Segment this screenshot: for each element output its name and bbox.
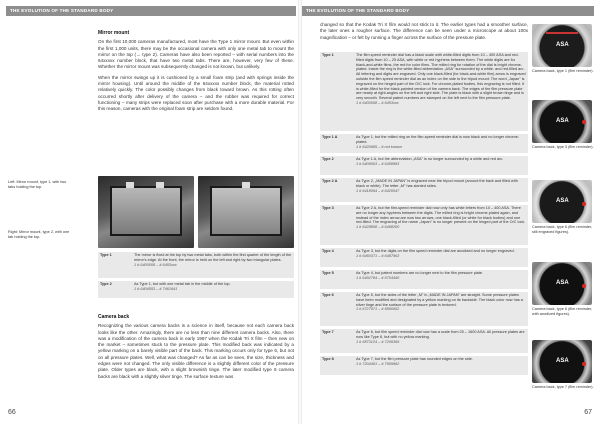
page-number-left: 66 bbox=[8, 409, 16, 416]
caption-back-type-1: Camera back, type 1 (film reminder). bbox=[532, 69, 594, 73]
dial-asa-label: ASA bbox=[556, 42, 569, 48]
type-text: As Type 6, but film speed reminder dial now has a scale from 25 – 1600 ASA. All pressure plates are now like Type 6, but with no yellow marking. bbox=[356, 330, 525, 339]
left-page bbox=[0, 0, 298, 424]
type-label: Type 6 bbox=[322, 293, 334, 297]
dial-photo-type-6-anodized bbox=[532, 262, 592, 305]
caption-back-type-6-anodized: Camera back, type 6 (film reminder, with anodized figures). bbox=[532, 307, 593, 316]
table-row bbox=[320, 178, 528, 202]
dial-photo-type-3 bbox=[532, 100, 592, 143]
mirror-photo-type-1 bbox=[98, 176, 194, 248]
table-row bbox=[320, 205, 528, 245]
right-page bbox=[302, 0, 600, 424]
table-row bbox=[320, 156, 528, 175]
caption-mirror-type-2: Right: Mirror mount, type 2, with one tab holding the top. bbox=[8, 230, 70, 239]
type-serials: 1 # 6418094 – # 6420047 bbox=[356, 188, 400, 193]
dial-red-index-icon bbox=[582, 362, 586, 366]
table-row bbox=[320, 248, 528, 267]
type-label: Type 1 A bbox=[322, 135, 338, 139]
dial-asa-label: ASA bbox=[556, 358, 569, 364]
type-serials: 1 # 6400008 – # 6453xxx bbox=[356, 100, 399, 105]
table-row bbox=[98, 281, 294, 298]
table-row bbox=[320, 356, 528, 375]
type-serials: 1 # 6873124 – # 7206369 bbox=[356, 339, 400, 344]
dial-red-index-icon bbox=[582, 202, 586, 206]
type-label: Type 4 bbox=[322, 249, 334, 253]
type-text: As Type 4, but patent numbers are no longer next to the film pressure plate. bbox=[356, 271, 483, 275]
type-text: As Type 3, but the digits on the film speed reminder dial are anodized and no longer engraved. bbox=[356, 249, 515, 253]
type-label: Type 5 bbox=[322, 271, 334, 275]
camera-back-paragraph: Recognizing the various camera backs is a science in itself, because not each camera back looks like the other. Amazingly, there are no less than nine different camera backs. Also, there was a modification of the camera back in early 1967 when the Kodak Tri X film – then new on the market – sometimes stuck to the pressure plate. This modified back was indicated by a yellow marking on a barely visible part of the back. This marking occurs only for type 6, but not on all pressure plates. Well, what was changed? As far as can be seen, the size, thickness and edges were not changed. The only visible difference is a slightly different color of the pressure plate. Older types are black, with a slight brownish tinge. The later modified type 6 camera backs are black with a slightly silver tinge. The surface texture was bbox=[98, 323, 294, 379]
type-serials: 1 # 6400008 – # 6453xxx bbox=[134, 262, 177, 267]
table-row bbox=[320, 134, 528, 153]
dial-asa-label: ASA bbox=[556, 198, 569, 204]
dial-asa-label: ASA bbox=[556, 118, 569, 124]
page-number-right: 67 bbox=[584, 409, 592, 416]
camera-back-heading: Camera back bbox=[98, 314, 130, 320]
type-text: As Type 1 A, but the abbreviation „ASA" is no longer surrounded by a white and red arc. bbox=[356, 157, 504, 161]
camera-back-section bbox=[98, 314, 294, 380]
table-row bbox=[320, 292, 528, 326]
mirror-photo-type-2 bbox=[198, 176, 294, 248]
type-label: Type 1 bbox=[322, 53, 334, 57]
type-label: Type 7 bbox=[322, 330, 334, 334]
mirror-paragraph-2: When the mirror swings up it is cushioned by a small foam strip (and with springs inside the mirror housing). Until around the middle of the 64xxxxx number block, the material rotted relatively quickly. The color possibly changes from black toward brown. As this rotting often occurred shortly after delivery of the camera – and the rubber was required for correct functioning – many strips were replaced soon after purchase with a more durable material. For this reason, cameras with the original foam strip are seldom found. bbox=[98, 74, 294, 112]
type-text: As Type 7, but the film pressure plate has rounded edges on the side. bbox=[356, 357, 473, 361]
type-serials: 1 # 6460371 – # 6487963 bbox=[356, 253, 400, 258]
type-serials: 1 # 6404553 – # 7461641 bbox=[134, 286, 178, 291]
caption-back-type-3: Camera back, type 3 (film reminder). bbox=[532, 145, 594, 149]
type-serials: 1 # 6409063 – # 6458993 bbox=[356, 161, 400, 166]
type-serials: 1 # 7204461 – # 7959962 bbox=[356, 361, 400, 366]
type-label: Type 1 bbox=[100, 253, 112, 257]
type-label: Type 2 bbox=[322, 157, 334, 161]
type-label: Type 2 bbox=[100, 282, 112, 286]
type-serials: 1 # 6428808 – # 6468200 bbox=[356, 225, 400, 230]
table-row bbox=[320, 270, 528, 289]
mirror-section bbox=[98, 30, 294, 113]
type-text: As Type 1, but with one metal tab in the middle of the top. bbox=[134, 282, 231, 286]
dial-photo-type-6-engraved bbox=[532, 180, 592, 223]
dial-photo-type-1 bbox=[532, 24, 592, 67]
type-label: Type 2 A bbox=[322, 179, 338, 183]
table-row bbox=[320, 329, 528, 353]
dial-red-index-icon bbox=[582, 120, 586, 124]
type-label: Type 8 bbox=[322, 357, 334, 361]
type-text: As Type 2 A, but the film-speed reminder dial now only has white letters from 10 – 400 ASA. There are no longer any hyphens between the digits. The milled ring is bright chrome-plated again, and instead of the index arrow are now two arrows, one black-filled (or white for black bodies) and one red-filled. The engraving of the name „Japan" is no longer present on the hinged part of the O/C lock. bbox=[356, 206, 526, 225]
dial-red-index-icon bbox=[582, 284, 586, 288]
type-label: Type 3 bbox=[322, 206, 334, 210]
type-text: As Type 1, but the milled ring on the film-speed reminder dial is now black and no longer chrome-plated. bbox=[356, 135, 520, 144]
mirror-paragraph-1: On the first 10,000 cameras manufactured, most have the Type 1 mirror mount. But even within the first 1,000 units, there may be the occasional camera with only one metal tab to mount the mirror on the top (→ type 2). Cameras have also been reported – with serial numbers into the 64xxxxx number block, that have two metal tabs. There are, however, very few of these. Whether the mirror mount was subsequently changed is not known, but unlikely. bbox=[98, 39, 294, 70]
intro-paragraph: changed so that the Kodak Tri X film would not stick to it. The earlier types had a smoother surface, the later ones a rougher surface. The difference can be seen under a microscope at about 100x magnification – or felt by running a finger across the surface of the pressure plate. bbox=[320, 22, 528, 40]
caption-back-type-7: Camera back, type 7 (film reminder). bbox=[532, 385, 594, 389]
running-header-right: THE EVOLUTION OF THE STANDARD BODY bbox=[302, 6, 594, 16]
dial-red-arc-icon bbox=[546, 32, 578, 34]
dial-asa-label: ASA bbox=[556, 280, 569, 286]
caption-back-type-6-engraved: Camera back, type 6 (film reminder, still engraved figures). bbox=[532, 225, 593, 234]
dial-photo-type-7 bbox=[532, 340, 592, 383]
table-row bbox=[98, 252, 294, 278]
type-text: As Type 5, but the sides of the letter „M" in „MADE IN JAPAN" are straight. Some pressure plates have been modified and designated by a yellow marking on its backside. The black color now has a silver tinge and the surface of the pressure plate is textured. bbox=[356, 293, 523, 307]
caption-mirror-type-1: Left: Mirror mount, type 1, with two tabs holding the top. bbox=[8, 180, 67, 189]
mirror-mount-heading: Mirror mount bbox=[98, 30, 130, 36]
type-text: The film speed reminder dial has a black scale with white-filled digits from 10 – 400 ASA and red-filled digits from 10 – 25 ASA, with white or red hyphens between them. The white digits are for black-and-white films, the red for color films. The milled ring for rotation of the dial is bright chrome-plated. Inside the ring is the white-filled abbreviation „ASA" surrounded by a white- and red-filled arc. All lettering and digits are engraved. Only one black-filled (for black-and-white film) arrow is engraved outside the film speed reminder dial as an index on the side to the tripod mount. The word „Japan" is engraved on the hinged part of the O/C lock. For chrome-plated bodies, this engraving is not filled. It is white-filled for the black-painted version of the camera back. The edges of the film pressure plate are nearly at right-angles on the left and right side. The plate is black with a slight brown tinge and is very smooth. Several patent numbers are stamped on the left next to the film pressure plate. bbox=[356, 53, 526, 101]
table-row bbox=[320, 52, 528, 131]
type-serials: 1 # 6492784 – # 6704440 bbox=[356, 275, 400, 280]
type-text: The mirror is fixed at the top by two metal tabs, both within the first quarter of the length of the mirror's edge. At the front, the mirror is held on the left and right by two triangular plates. bbox=[134, 253, 292, 262]
running-header-left: THE EVOLUTION OF THE STANDARD BODY bbox=[6, 6, 296, 16]
type-text: As Type 2, „MADE IN JAPAN" is engraved near the tripod mount (around the back and filled with black or white). The letter „M" has slanted sides. bbox=[356, 179, 518, 188]
type-serials: 1 # 6727971 – # 6860652 bbox=[356, 307, 400, 312]
type-serials: 1 # 6420685 – # not known bbox=[356, 144, 402, 149]
